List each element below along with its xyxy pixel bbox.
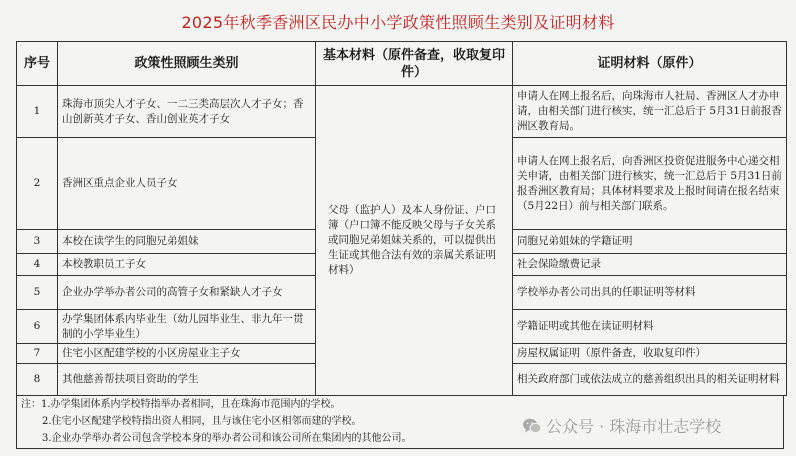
- row-category: 本校教职员工子女: [58, 254, 316, 276]
- row-category: 珠海市顶尖人才子女、一二三类高层次人才子女；香山创新英才子女、香山创业英才子女: [58, 86, 316, 138]
- row-num: 4: [17, 254, 58, 276]
- page-title: 2025年秋季香洲区民办中小学政策性照顾生类别及证明材料: [181, 13, 615, 32]
- note-line: 注：1.办学集团体系内学校特指举办者相同，且在珠海市范围内的学校。: [21, 399, 341, 410]
- header-proof: 证明材料（原件）: [513, 42, 787, 86]
- row-num: 1: [17, 86, 58, 138]
- row-proof: 申请人在网上报名后，向香洲区投资促进服务中心递交相关申请，由相关部门进行核实，统一汇总后于 5月31日前报香洲区教育局；具体材料要求及上报时间请在报名结束（5月22日）前与相关部门联系。: [513, 138, 787, 230]
- policy-table: [16, 41, 787, 396]
- row-proof: 社会保险缴费记录: [513, 254, 787, 276]
- row-proof: 房屋权属证明（原件备查，收取复印件）: [513, 344, 787, 364]
- row-num: 2: [17, 138, 58, 230]
- row-proof: 申请人在网上报名后，向珠海市人社局、香洲区人才办申请，由相关部门进行核实，统一汇总后于 5月31日前报香洲区教育局。: [513, 86, 787, 138]
- row-proof: 学校举办者公司出具的任职证明等材料: [513, 276, 787, 310]
- row-category: 住宅小区配建学校的小区房屋业主子女: [58, 344, 316, 364]
- row-num: 8: [17, 364, 58, 396]
- basic-material-cell: 父母（监护人）及本人身份证、户口簿（户口簿不能反映父母与子女关系或同胞兄弟姐妹关系的，可以提供出生证或其他合法有效的亲属关系证明材料）: [316, 86, 513, 396]
- row-num: 3: [17, 230, 58, 254]
- watermark-text: 公众号 · 珠海市壮志学校: [546, 417, 722, 436]
- row-proof: 同胞兄弟姐妹的学籍证明: [513, 230, 787, 254]
- header-row: [17, 42, 787, 86]
- row-proof: 相关政府部门或依法成立的慈善组织出具的相关证明材料: [513, 364, 787, 396]
- row-num: 6: [17, 310, 58, 344]
- row-category: 企业办学举办者公司的高管子女和紧缺人才子女: [58, 276, 316, 310]
- row-num: 7: [17, 344, 58, 364]
- header-basic: 基本材料（原件备查，收取复印件）: [316, 42, 513, 86]
- table-row: [17, 86, 787, 138]
- watermark: [522, 414, 721, 439]
- header-num: 序号: [17, 42, 58, 86]
- wechat-icon: [522, 417, 542, 439]
- row-proof: 学籍证明或其他在读证明材料: [513, 310, 787, 344]
- row-category: 本校在读学生的同胞兄弟姐妹: [58, 230, 316, 254]
- note-line: 2.住宅小区配建学校特指出资人相同，且与该住宅小区相邻而建的学校。: [42, 416, 362, 427]
- row-category: 办学集团体系内毕业生（幼儿园毕业生、非九年一贯制的小学毕业生）: [58, 310, 316, 344]
- row-category: 香洲区重点企业人员子女: [58, 138, 316, 230]
- note-line: 3.企业办学举办者公司包含学校本身的举办者公司和该公司所在集团内的其他公司。: [42, 433, 412, 444]
- row-category: 其他慈善帮扶项目资助的学生: [58, 364, 316, 396]
- row-num: 5: [17, 276, 58, 310]
- header-category: 政策性照顾生类别: [58, 42, 316, 86]
